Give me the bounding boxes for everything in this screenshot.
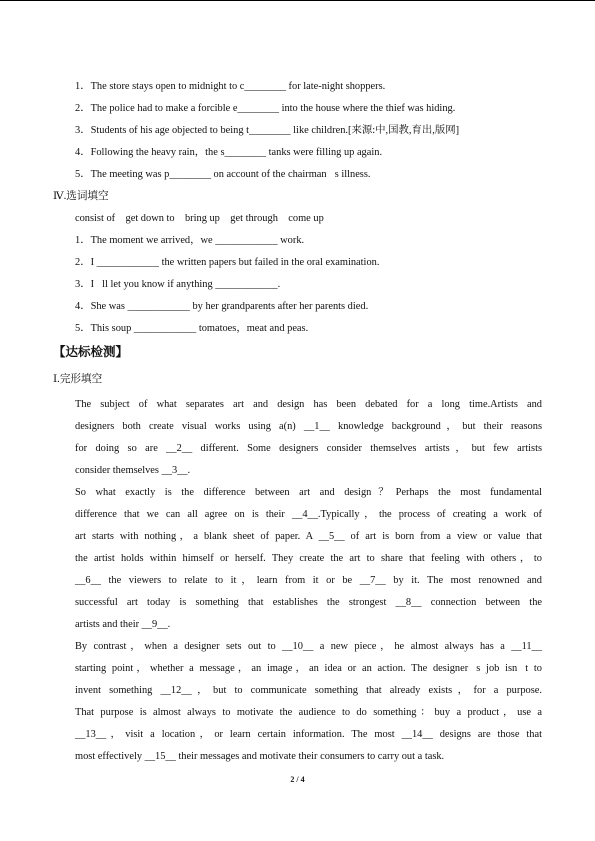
cloze-line: consider themselves __3__. bbox=[75, 465, 191, 476]
cloze-heading: Ⅰ.完形填空 bbox=[53, 374, 103, 385]
cloze-line: for doing so are __2__ different. Some designers consider themselves artists，but few artists bbox=[75, 443, 542, 454]
section4-item-4: 4．She was ____________ by her grandparents after her parents died. bbox=[75, 301, 369, 312]
exercise3-item-4: 4．Following the heavy rain，the s________ tanks were filling up again. bbox=[75, 147, 383, 158]
cloze-line: most effectively __15__ their messages and motivate their consumers to carry out a task. bbox=[75, 751, 445, 762]
cloze-line: successful art today is something that establishes the strongest __8__ connection between the bbox=[75, 597, 542, 608]
cloze-line: starting point，whether a message，an image，an idea or an action. The designer s job isn t to bbox=[75, 663, 542, 674]
cloze-line: invent something __12__，but to communicate something that already exists，for a purpose. bbox=[75, 685, 542, 696]
cloze-line: designers both create visual works using a(n) __1__ knowledge background，but their reasons bbox=[75, 421, 542, 432]
cloze-line: artists and their __9__. bbox=[75, 619, 171, 630]
cloze-line: __6__ the viewers to relate to it，learn from it or be __7__ by it. The most renowned and bbox=[75, 575, 542, 586]
test-heading: 【达标检测】 bbox=[53, 344, 129, 359]
exercise3-item-1: 1．The store stays open to midnight to c________ for late-night shoppers. bbox=[75, 81, 386, 92]
cloze-line: So what exactly is the difference between art and design？Perhaps the most fundamental bbox=[75, 487, 542, 498]
cloze-line: art starts with nothing，a blank sheet of paper. A __5__ of art is born from a view or value that bbox=[75, 531, 542, 542]
cloze-line: __13__，visit a location，or learn certain information. The most __14__ designs are those that bbox=[75, 729, 542, 740]
section4-heading: Ⅳ.选词填空 bbox=[53, 191, 109, 202]
cloze-line: The subject of what separates art and design has been debated for a long time.Artists and bbox=[75, 399, 542, 410]
section4-item-3: 3．I ll let you know if anything ____________. bbox=[75, 279, 281, 290]
page-number: 2 / 4 bbox=[290, 775, 305, 784]
section4-item-1: 1．The moment we arrived，we ____________ work. bbox=[75, 235, 305, 246]
cloze-line: the artist holds within himself or herself. They create the art to share that feeling with others，to bbox=[75, 553, 542, 564]
section4-item-2: 2．I ____________ the written papers but failed in the oral examination. bbox=[75, 257, 380, 268]
word-bank: consist of get down to bring up get through come up bbox=[75, 213, 324, 224]
section4-item-5: 5．This soup ____________ tomatoes，meat and peas. bbox=[75, 323, 309, 334]
cloze-line: difference that we can all agree on is their __4__.Typically，the process of creating a work of bbox=[75, 509, 542, 520]
exercise3-item-5: 5．The meeting was p________ on account of the chairman s illness. bbox=[75, 169, 371, 180]
exercise3-item-2: 2．The police had to make a forcible e________ into the house where the thief was hiding. bbox=[75, 103, 456, 114]
exercise3-item-3: 3．Students of his age objected to being t________ like children.[来源:中,国教,育出,版网] bbox=[75, 125, 460, 136]
cloze-line: By contrast，when a designer sets out to __10__ a new piece，he almost always has a __11__ bbox=[75, 641, 542, 652]
cloze-line: That purpose is almost always to motivate the audience to do something：buy a product，use a bbox=[75, 707, 542, 718]
